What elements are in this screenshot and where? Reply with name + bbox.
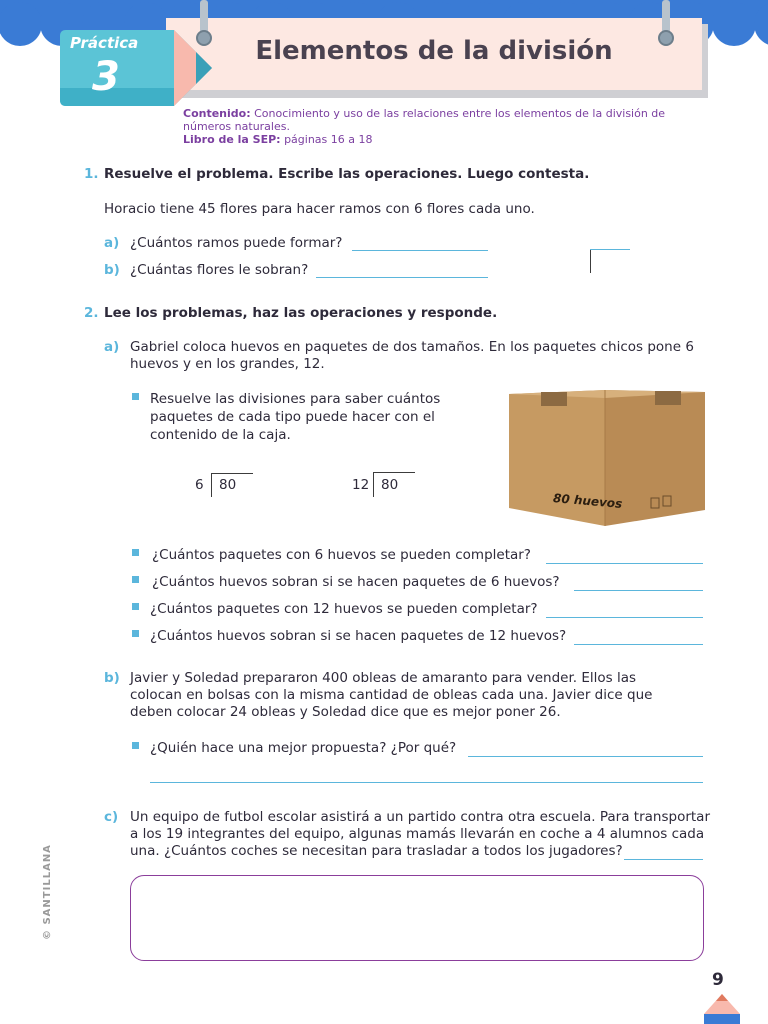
bullet-icon: [132, 742, 139, 749]
book-text: páginas 16 a 18: [284, 133, 373, 146]
exercise-2c-label: c): [104, 809, 119, 825]
bullet-icon: [132, 603, 139, 610]
bullet-icon: [132, 576, 139, 583]
exercise-1-problem: Horacio tiene 45 flores para hacer ramos con 6 flores cada uno.: [104, 201, 535, 217]
division-1-dividend[interactable]: 80: [219, 477, 237, 493]
publisher-brand: © SANTILLANA: [42, 844, 53, 940]
exercise-1a-label: a): [104, 235, 120, 251]
division-1-bracket-top: [211, 473, 253, 474]
bullet-icon: [132, 549, 139, 556]
page-title: Elementos de la división: [255, 36, 613, 66]
division-1-divisor: 6: [195, 477, 204, 493]
exercise-2a-bullet-line2: paquetes de cada tipo puede hacer con el: [150, 409, 435, 425]
exercise-2a-bullet-line3: contenido de la caja.: [150, 427, 291, 443]
hanger-right: [662, 0, 670, 34]
badge-number: 3: [92, 54, 120, 100]
division-2-bracket: [373, 472, 374, 497]
exercise-1b-label: b): [104, 262, 120, 278]
exercise-2a-bullet-line1: Resuelve las divisiones para saber cuántos: [150, 391, 441, 407]
exercise-1a-question: ¿Cuántos ramos puede formar?: [130, 235, 343, 251]
exercise-2c-line2: a los 19 integrantes del equipo, algunas mamás llevarán en coche a 4 alumnos cada: [130, 826, 705, 842]
exercise-1-instruction: Resuelve el problema. Escribe las operaciones. Luego contesta.: [104, 166, 590, 182]
exercise-2c-line3: una. ¿Cuántos coches se necesitan para trasladar a todos los jugadores?: [130, 843, 623, 859]
exercise-2c-answer-line[interactable]: [624, 859, 703, 860]
exercise-1-division-bracket[interactable]: [590, 250, 591, 273]
content-label: Contenido:: [183, 107, 251, 120]
exercise-2b-line1: Javier y Soledad prepararon 400 obleas de amaranto para vender. Ellos las: [130, 670, 637, 686]
content-text: Conocimiento y uso de las relaciones entre los elementos de la división de números naturales.: [183, 107, 666, 133]
exercise-1-number: 1.: [84, 166, 99, 182]
page-number: 9: [712, 970, 724, 990]
exercise-2b-answer-line-2[interactable]: [150, 782, 703, 783]
exercise-2a-line2: huevos y en los grandes, 12.: [130, 356, 325, 372]
exercise-2b-answer-line-1[interactable]: [468, 756, 703, 757]
division-2-dividend[interactable]: 80: [381, 477, 399, 493]
exercise-2c-work-box[interactable]: [130, 875, 704, 961]
exercise-2c-line1: Un equipo de futbol escolar asistirá a un partido contra otra escuela. Para transportar: [130, 809, 710, 825]
exercise-1b-answer-line[interactable]: [316, 277, 488, 278]
exercise-2b-line3: deben colocar 24 obleas y Soledad dice que es mejor poner 26.: [130, 704, 561, 720]
exercise-2a-q4: ¿Cuántos huevos sobran si se hacen paquetes de 12 huevos?: [150, 628, 567, 644]
exercise-2b-label: b): [104, 670, 120, 686]
exercise-2-instruction: Lee los problemas, haz las operaciones y responde.: [104, 305, 498, 321]
exercise-2-number: 2.: [84, 305, 99, 321]
exercise-2a-q3-answer-line[interactable]: [546, 617, 703, 618]
exercise-2b-line2: colocan en bolsas con la misma cantidad de obleas cada una. Javier dice que: [130, 687, 653, 703]
exercise-2a-line1: Gabriel coloca huevos en paquetes de dos tamaños. En los paquetes chicos pone 6: [130, 339, 694, 355]
division-2-divisor: 12: [352, 477, 370, 493]
exercise-1a-answer-line[interactable]: [352, 250, 488, 251]
pencil-tip-icon: [702, 992, 742, 1024]
exercise-2b-question: ¿Quién hace una mejor propuesta? ¿Por qué?: [150, 740, 457, 756]
exercise-1-division-top: [590, 249, 630, 250]
exercise-2a-q3: ¿Cuántos paquetes con 12 huevos se pueden completar?: [150, 601, 538, 617]
division-1-bracket: [211, 473, 212, 497]
exercise-2a-q1-answer-line[interactable]: [546, 563, 703, 564]
exercise-1b-question: ¿Cuántas flores le sobran?: [130, 262, 309, 278]
exercise-2a-label: a): [104, 339, 120, 355]
exercise-2a-q2: ¿Cuántos huevos sobran si se hacen paquetes de 6 huevos?: [152, 574, 560, 590]
exercise-2a-q1: ¿Cuántos paquetes con 6 huevos se pueden completar?: [152, 547, 531, 563]
exercise-2a-q4-answer-line[interactable]: [574, 644, 703, 645]
exercise-2a-q2-answer-line[interactable]: [574, 590, 703, 591]
badge-label: Práctica: [70, 34, 139, 52]
bullet-icon: [132, 393, 139, 400]
content-info: [183, 107, 693, 146]
division-2-bracket-top: [373, 472, 415, 473]
box-label: 80 huevos: [552, 491, 623, 511]
book-label: Libro de la SEP:: [183, 133, 281, 146]
bullet-icon: [132, 630, 139, 637]
